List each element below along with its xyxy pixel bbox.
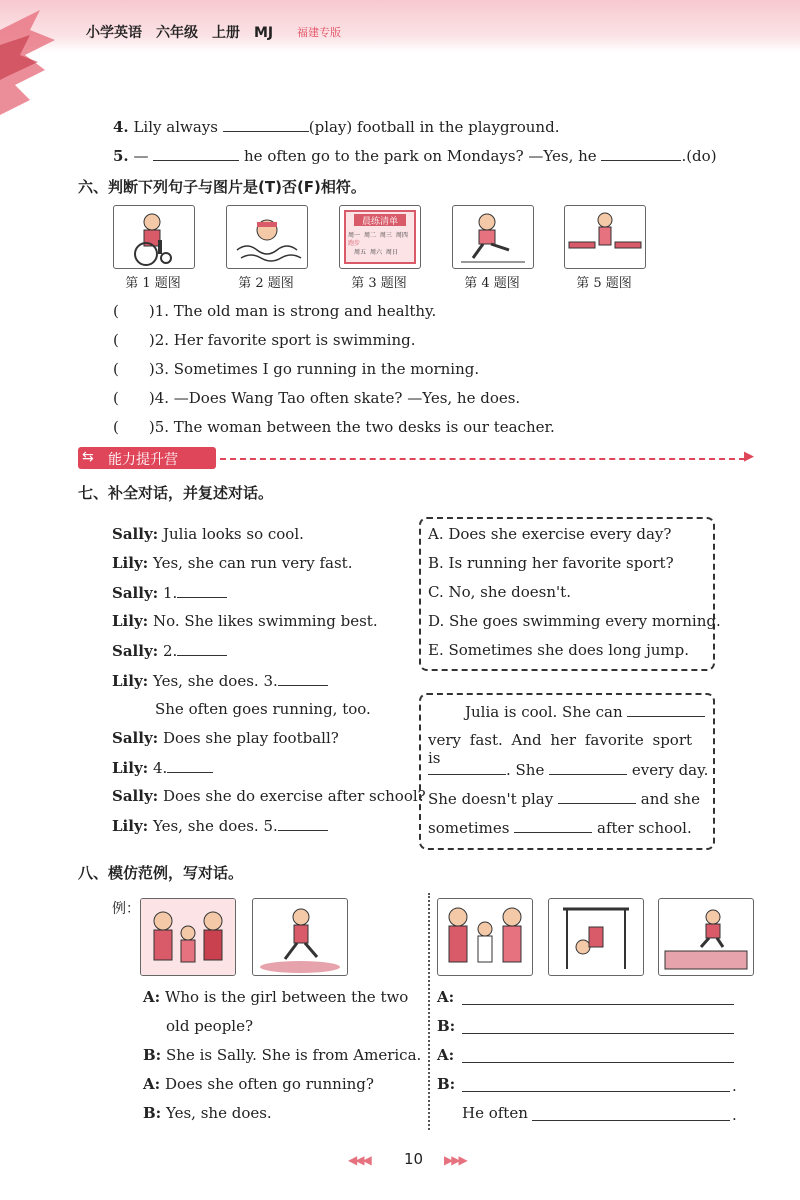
exercise-4: 4. Lily always (play) football in the playground. (113, 118, 560, 136)
exercise-list-row2: 周五 周六 周日 (354, 249, 398, 256)
answer-label-b2: B: (437, 1075, 456, 1093)
section8-title: 八、模仿范例，写对话。 (78, 864, 244, 882)
picture-old-man-wheelchair (113, 205, 195, 269)
answer-blank[interactable] (177, 583, 227, 598)
picture-girl-between-old-people (140, 898, 236, 976)
page-number: 10 (404, 1150, 424, 1168)
banner-end-arrow-icon: ▶ (744, 449, 754, 464)
exercise-5: 5. — he often go to the park on Mondays? —Yes, he .(do) (113, 147, 717, 165)
answer-line-3[interactable] (462, 1062, 734, 1063)
exercise-list-sub: 跑步 (348, 240, 361, 247)
caption-1: 第 1 题图 (125, 276, 181, 291)
section6-title: 六、判断下列句子与图片是(T)否(F)相符。 (78, 178, 366, 196)
dialogue-line-4: Lily: No. She likes swimming best. (112, 612, 378, 630)
option-c: C. No, she doesn't. (428, 583, 571, 601)
answer-blank[interactable] (627, 702, 705, 717)
header-edition: 福建专版 (297, 26, 341, 39)
judge-item-4: ( )4. —Does Wang Tao often skate? —Yes, he does. (113, 389, 521, 407)
footer-left-arrows-icon: ◀◀◀ (348, 1153, 370, 1167)
caption-4: 第 4 题图 (464, 276, 520, 291)
banner-arrow-icon: ⇆ (82, 449, 94, 465)
dialogue-line-9: Lily: 4. (112, 758, 213, 777)
answer-line-1[interactable] (462, 1004, 734, 1005)
exercise-list-row1: 周一 周二 周三 周四 (348, 232, 408, 239)
picture-boy-skating (452, 205, 534, 269)
period-mark: . (732, 1106, 737, 1124)
pagoda-decoration-icon (0, 0, 60, 120)
answer-label-a1: A: (437, 988, 455, 1006)
answer-line-4[interactable] (462, 1091, 730, 1092)
example-line-3: B: She is Sally. She is from America. (143, 1046, 422, 1064)
example-line-5: B: Yes, she does. (143, 1104, 272, 1122)
dialogue-line-10: Sally: Does she do exercise after school? (112, 787, 426, 805)
example-line-2: old people? (166, 1017, 254, 1035)
picture-girl-swimming (226, 205, 308, 269)
dialogue-line-3: Sally: 1. (112, 583, 227, 602)
retell-line-1: Julia is cool. She can (465, 702, 705, 721)
answer-label-a2: A: (437, 1046, 455, 1064)
period-mark: . (732, 1077, 737, 1095)
answer-blank[interactable] (601, 146, 681, 161)
answer-he-often: He often (462, 1104, 528, 1122)
judge-item-2: ( )2. Her favorite sport is swimming. (113, 331, 416, 349)
dialogue-line-5: Sally: 2. (112, 641, 227, 660)
answer-blank[interactable] (223, 117, 309, 132)
picture-boy-doing-exercise (548, 898, 644, 976)
picture-boy-long-jump (658, 898, 754, 976)
judge-item-5: ( )5. The woman between the two desks is our teacher. (113, 418, 555, 436)
picture-girl-running (252, 898, 348, 976)
answer-blank[interactable] (549, 760, 627, 775)
example-line-1: A: Who is the girl between the two (143, 988, 409, 1006)
answer-blank[interactable] (167, 758, 213, 773)
section8-divider (428, 893, 430, 1130)
ability-banner (78, 447, 216, 469)
answer-blank[interactable] (278, 816, 328, 831)
banner-dash-line (220, 458, 745, 460)
answer-blank[interactable] (558, 789, 636, 804)
example-line-4: A: Does she often go running? (143, 1075, 374, 1093)
picture-woman-desks (564, 205, 646, 269)
judge-item-3: ( )3. Sometimes I go running in the morning. (113, 360, 480, 378)
judge-item-1: ( )1. The old man is strong and healthy. (113, 302, 437, 320)
answer-blank[interactable] (278, 671, 328, 686)
dialogue-line-8: Sally: Does she play football? (112, 729, 339, 747)
dialogue-line-11: Lily: Yes, she does. 5. (112, 816, 328, 835)
section7-title: 七、补全对话，并复述对话。 (78, 484, 274, 502)
exercise-list-title: 晨练清单 (361, 217, 398, 227)
dialogue-line-2: Lily: Yes, she can run very fast. (112, 554, 353, 572)
retell-line-3: . She every day. (428, 760, 708, 779)
example-label: 例： (112, 901, 140, 917)
option-e: E. Sometimes she does long jump. (428, 641, 690, 659)
answer-blank[interactable] (153, 146, 239, 161)
answer-label-b1: B: (437, 1017, 456, 1035)
dialogue-line-6: Lily: Yes, she does. 3. (112, 671, 328, 690)
option-b: B. Is running her favorite sport? (428, 554, 674, 572)
retell-line-5: sometimes after school. (428, 819, 692, 837)
answer-blank[interactable] (428, 760, 506, 775)
caption-5: 第 5 题图 (576, 276, 632, 291)
answer-line-2[interactable] (462, 1033, 734, 1034)
answer-blank[interactable] (177, 641, 227, 656)
option-a: A. Does she exercise every day? (428, 525, 672, 543)
header-title: 小学英语 六年级 上册 MJ (86, 25, 274, 41)
picture-exercise-list (339, 205, 421, 269)
footer-right-arrows-icon: ▶▶▶ (444, 1153, 466, 1167)
picture-boy-between-parents (437, 898, 533, 976)
dialogue-line-7: She often goes running, too. (155, 700, 371, 718)
caption-2: 第 2 题图 (238, 276, 294, 291)
answer-line-5[interactable] (532, 1120, 730, 1121)
caption-3: 第 3 题图 (351, 276, 407, 291)
banner-label: 能力提升营 (108, 452, 178, 468)
retell-line-2: very fast. And her favorite sport is (428, 731, 693, 767)
dialogue-line-1: Sally: Julia looks so cool. (112, 525, 304, 543)
option-d: D. She goes swimming every morning. (428, 612, 721, 630)
answer-blank[interactable] (514, 818, 592, 833)
retell-line-4: She doesn't play and she (428, 790, 700, 808)
